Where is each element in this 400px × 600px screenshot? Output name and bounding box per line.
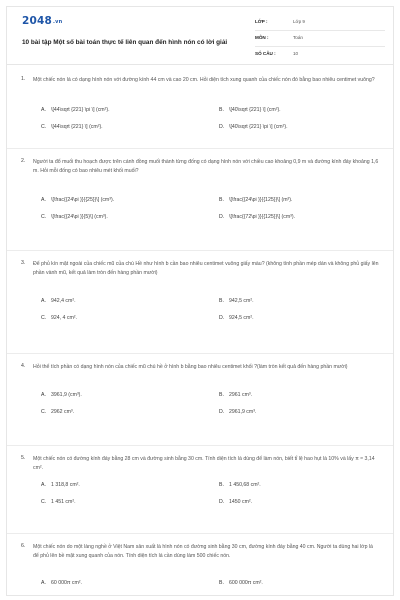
- answer-option[interactable]: [41, 124, 103, 130]
- answer-option[interactable]: [219, 499, 252, 505]
- answer-option-key: D.: [219, 315, 225, 321]
- answer-option[interactable]: [219, 107, 281, 113]
- answer-option[interactable]: [41, 392, 82, 398]
- answer-option-key: C.: [41, 409, 47, 415]
- answer-option-value: 1450 cm².: [229, 499, 253, 505]
- answer-option-value: \[\frac{{24\pi }}{{25}}\] (cm³).: [51, 197, 115, 203]
- answer-option[interactable]: [41, 214, 108, 220]
- question-number: 5.: [21, 455, 26, 461]
- answer-option-key: B.: [219, 392, 224, 398]
- answer-option-key: C.: [41, 499, 47, 505]
- answer-option[interactable]: [219, 482, 261, 488]
- answer-option-value: \[\frac{{24\pi }}{{125}}\] (m³).: [229, 197, 293, 203]
- question-item: [7, 446, 394, 534]
- answer-option-value: 3961,9 (cm³).: [51, 392, 82, 398]
- answer-option-key: C.: [41, 315, 47, 321]
- answer-option-key: D.: [219, 409, 225, 415]
- answer-option-key: A.: [41, 482, 46, 488]
- question-item: [7, 251, 394, 354]
- answer-option[interactable]: [219, 392, 252, 398]
- answer-option-value: 2961,9 cm³.: [229, 409, 257, 415]
- answer-option-key: B.: [219, 580, 224, 586]
- question-number: 6.: [21, 543, 26, 549]
- logo-suffix: .vn: [53, 19, 63, 25]
- answer-option-value: \[\frac{{72\pi }}{{125}}\] (cm³).: [229, 214, 296, 220]
- answer-option[interactable]: [41, 409, 74, 415]
- answer-option[interactable]: [41, 197, 114, 203]
- meta-label: LỚP :: [255, 19, 268, 24]
- meta-row-question-count: [255, 47, 385, 63]
- answer-option-value: 942,4 cm².: [51, 298, 76, 304]
- answer-option[interactable]: [219, 298, 254, 304]
- answer-option[interactable]: [219, 124, 288, 130]
- site-logo[interactable]: [22, 15, 62, 27]
- meta-table: [255, 15, 385, 63]
- answer-option-key: A.: [41, 298, 46, 304]
- answer-option-key: C.: [41, 214, 47, 220]
- answer-option[interactable]: [219, 409, 256, 415]
- question-item: [7, 149, 394, 251]
- question-text: Người ta đổ muối thu hoạch được trên cánh đồng muối thành từng đống có dạng hình nón với chiều cao khoảng 0,9 m và đường kính đáy khoảng 1,6 m. Hỏi mỗi đống có bao nhiêu mét khối muối?: [33, 159, 379, 174]
- answer-option-value: 1 318,8 cm².: [51, 482, 80, 488]
- answer-option-value: 1 451 cm².: [51, 499, 76, 505]
- answer-option-key: D.: [219, 124, 225, 130]
- answer-option[interactable]: [41, 482, 80, 488]
- question-text: Để phủ kín mặt ngoài của chiếc mũ của chú Hề như hình b cần bao nhiêu centimet vuông giấy màu? (không tính phần mép dán và không phủ giấy lên phần vành mũ, kết quả làm tròn đến hàng phần mười): [33, 261, 379, 276]
- answer-option-value: \[\frac{{24\pi }}{5}\] (cm³).: [51, 214, 108, 220]
- question-item: [7, 67, 394, 149]
- meta-value: 10: [293, 51, 299, 56]
- answer-option[interactable]: [41, 315, 77, 321]
- question-list: [7, 67, 394, 596]
- meta-value: Lớp 9: [293, 19, 305, 24]
- answer-option-key: B.: [219, 298, 224, 304]
- answer-option-value: \[44\sqrt {221} \pi \] (cm²).: [51, 107, 110, 113]
- question-number: 2.: [21, 158, 26, 164]
- question-item: [7, 354, 394, 446]
- answer-option-key: A.: [41, 392, 46, 398]
- answer-option-key: D.: [219, 214, 225, 220]
- answer-option[interactable]: [41, 107, 110, 113]
- answer-option-value: 600 000π cm².: [229, 580, 263, 586]
- document-title: 10 bài tập Một số bài toán thực tế liên quan đến hình nón có lời giải: [22, 39, 228, 46]
- question-text: Hỏi thể tích phần có dạng hình nón của chiếc mũ chú hề ở hình b bằng bao nhiêu centimet khối ?(làm tròn kết quả đến hàng phần mười): [33, 364, 348, 370]
- answer-option-value: 1 450,68 cm².: [229, 482, 261, 488]
- answer-option-value: 2961 cm³.: [229, 392, 253, 398]
- answer-option-key: A.: [41, 580, 46, 586]
- answer-option[interactable]: [41, 298, 76, 304]
- answer-option-key: B.: [219, 482, 224, 488]
- question-item: [7, 534, 394, 596]
- question-text: Một chiếc nón do một làng nghề ở Việt Nam sản xuất là hình nón có đường sinh bằng 30 cm, đường kính đáy bằng 40 cm. Người ta dùng hai lớp lá để phủ lên bề mặt xung quanh của nón. Tính diện tích lá cần dùng làm 500 chiếc nón.: [33, 544, 373, 559]
- answer-option-value: \[40\sqrt {221} \pi \] (cm²).: [229, 124, 288, 130]
- answer-option-value: \[44\sqrt {221} \] (cm²).: [51, 124, 103, 130]
- meta-label: SỐ CÂU :: [255, 51, 276, 56]
- question-text: Một chiếc nón có đường kính đáy bằng 28 cm và đường sinh bằng 30 cm. Tính diện tích lá dùng để làm nón, biết tỉ lệ hao hụt là 10% và lấy π ≈ 3,14 cm².: [33, 456, 375, 471]
- answer-option[interactable]: [219, 197, 292, 203]
- meta-value: Toán: [293, 35, 303, 40]
- answer-option[interactable]: [219, 315, 254, 321]
- question-number: 1.: [21, 76, 26, 82]
- question-text: Một chiếc nón lá có dạng hình nón với đường kính 44 cm và cao 20 cm. Hỏi diện tích xung quanh của chiếc nón đó bằng bao nhiêu centimet vuông?: [33, 77, 375, 83]
- question-number: 4.: [21, 363, 26, 369]
- answer-option[interactable]: [41, 499, 76, 505]
- answer-option-key: A.: [41, 107, 46, 113]
- logo-name: 2048: [22, 15, 53, 27]
- answer-option[interactable]: [219, 214, 295, 220]
- answer-option-value: 942,5 cm².: [229, 298, 254, 304]
- question-number: 3.: [21, 260, 26, 266]
- meta-row-class: [255, 15, 385, 31]
- meta-label: MÔN :: [255, 35, 269, 40]
- answer-option-key: C.: [41, 124, 47, 130]
- worksheet-page: [6, 6, 394, 596]
- meta-row-subject: [255, 31, 385, 47]
- answer-option-key: A.: [41, 197, 46, 203]
- answer-option-value: 2962 cm³.: [51, 409, 75, 415]
- answer-option-key: B.: [219, 107, 224, 113]
- worksheet-header: [7, 7, 394, 65]
- answer-option-value: 60 000π cm².: [51, 580, 82, 586]
- answer-option-value: \[40\sqrt {221} \] (cm²).: [229, 107, 281, 113]
- answer-option-value: 924,5 cm².: [229, 315, 254, 321]
- answer-option[interactable]: [41, 580, 82, 586]
- answer-option-key: D.: [219, 499, 225, 505]
- answer-option[interactable]: [219, 580, 263, 586]
- answer-option-value: 924, 4 cm².: [51, 315, 77, 321]
- answer-option-key: B.: [219, 197, 224, 203]
